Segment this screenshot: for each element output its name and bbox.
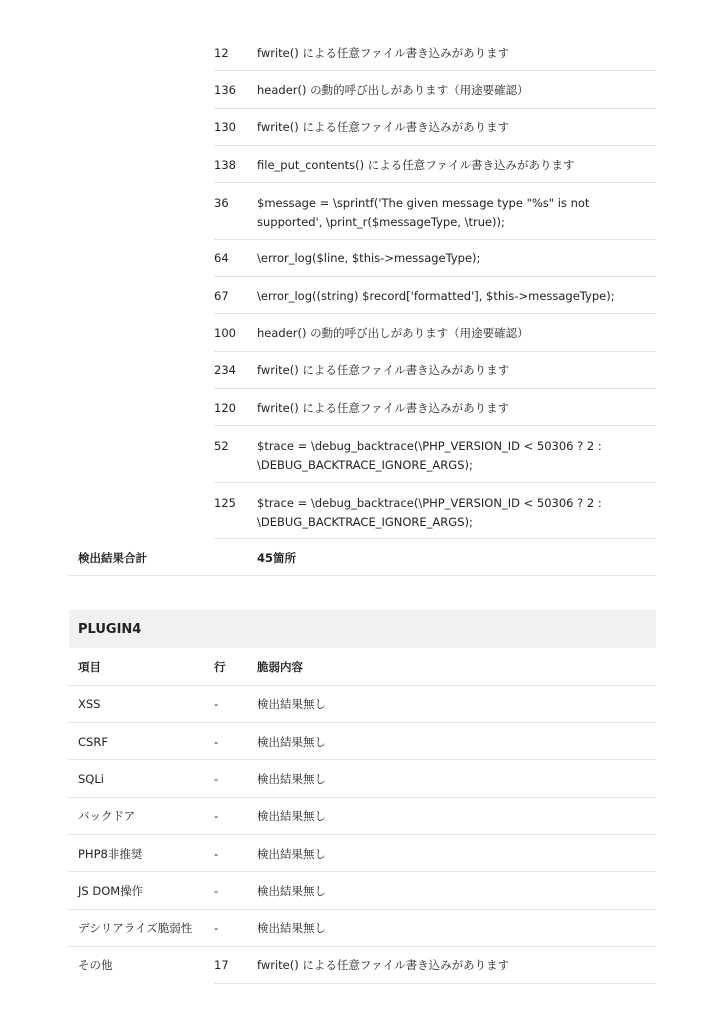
table-row xyxy=(69,109,656,146)
table-row xyxy=(69,686,656,723)
table-row xyxy=(69,71,656,108)
table-header-row xyxy=(69,648,656,685)
header-line: 行 xyxy=(214,660,226,675)
table-row xyxy=(69,872,656,909)
line-cell: 67 xyxy=(214,288,229,303)
item-cell: その他 xyxy=(78,958,113,973)
plugin-section xyxy=(69,610,656,984)
detail-cell: 検出結果無し xyxy=(257,809,326,824)
total-row xyxy=(69,539,656,576)
detail-cell: fwrite() による任意ファイル書き込みがあります xyxy=(257,400,510,415)
line-cell: - xyxy=(214,734,219,749)
item-cell: SQLi xyxy=(78,772,104,786)
line-cell: - xyxy=(214,809,219,824)
prev-results-table xyxy=(69,34,656,576)
line-cell: 136 xyxy=(214,82,236,97)
table-row xyxy=(69,146,656,183)
table-row xyxy=(69,483,656,540)
detail-cell: 検出結果無し xyxy=(257,772,326,786)
detail-cell: 検出結果無し xyxy=(257,921,326,936)
detail-cell: file_put_contents() による任意ファイル書き込みがあります xyxy=(257,157,575,172)
item-cell: デシリアライズ脆弱性 xyxy=(78,921,193,936)
detail-cell: $message = \sprintf('The given message type "%s" is not supported', \print_r($messageType, \true)); xyxy=(257,196,590,230)
table-row xyxy=(69,352,656,389)
section-title: PLUGIN4 xyxy=(69,610,656,648)
report-content xyxy=(69,34,656,984)
table-row xyxy=(69,947,656,984)
detail-cell: 検出結果無し xyxy=(257,883,326,898)
item-cell: CSRF xyxy=(78,734,108,749)
table-row xyxy=(69,723,656,760)
line-cell: 12 xyxy=(214,45,229,60)
detail-cell: fwrite() による任意ファイル書き込みがあります xyxy=(257,120,510,135)
line-cell: 52 xyxy=(214,439,229,454)
line-cell: 130 xyxy=(214,120,236,135)
item-cell: バックドア xyxy=(78,809,136,824)
detail-cell: header() の動的呼び出しがあります（用途要確認） xyxy=(257,325,529,340)
item-cell: PHP8非推奨 xyxy=(78,846,143,861)
line-cell: 100 xyxy=(214,325,236,340)
table-row xyxy=(69,835,656,872)
line-cell: 234 xyxy=(214,363,236,378)
detail-cell: \error_log($line, $this->messageType); xyxy=(257,251,481,266)
line-cell: - xyxy=(214,921,219,936)
line-cell: 120 xyxy=(214,400,236,415)
detail-cell: $trace = \debug_backtrace(\PHP_VERSION_ID < 50306 ? 2 : \DEBUG_BACKTRACE_IGNORE_ARGS); xyxy=(257,495,602,529)
detail-cell: fwrite() による任意ファイル書き込みがあります xyxy=(257,363,510,378)
total-label: 検出結果合計 xyxy=(78,550,147,565)
line-cell: 125 xyxy=(214,495,236,510)
table-row xyxy=(69,389,656,426)
table-row xyxy=(69,240,656,277)
table-row xyxy=(69,314,656,351)
line-cell: - xyxy=(214,772,219,786)
item-cell: JS DOM操作 xyxy=(78,883,144,898)
table-row xyxy=(69,277,656,314)
line-cell: - xyxy=(214,697,219,712)
line-cell: 36 xyxy=(214,196,229,211)
line-cell: 64 xyxy=(214,251,229,266)
table-row xyxy=(69,798,656,835)
table-row xyxy=(69,34,656,71)
detail-cell: fwrite() による任意ファイル書き込みがあります xyxy=(257,958,510,973)
line-cell: 138 xyxy=(214,157,236,172)
table-row xyxy=(69,183,656,240)
detail-cell: $trace = \debug_backtrace(\PHP_VERSION_ID < 50306 ? 2 : \DEBUG_BACKTRACE_IGNORE_ARGS); xyxy=(257,439,602,473)
detail-cell: header() の動的呼び出しがあります（用途要確認） xyxy=(257,82,529,97)
table-row xyxy=(69,426,656,483)
header-item: 項目 xyxy=(78,660,101,675)
detail-cell: fwrite() による任意ファイル書き込みがあります xyxy=(257,45,510,60)
table-row xyxy=(69,910,656,947)
line-cell: - xyxy=(214,883,219,898)
total-value: 45箇所 xyxy=(257,550,297,565)
table-row xyxy=(69,760,656,797)
detail-cell: 検出結果無し xyxy=(257,846,326,861)
detail-cell: 検出結果無し xyxy=(257,734,326,749)
item-cell: XSS xyxy=(78,697,101,712)
detail-cell: \error_log((string) $record['formatted'], $this->messageType); xyxy=(257,288,615,303)
section-spacer xyxy=(69,576,656,610)
line-cell: - xyxy=(214,846,219,861)
detail-cell: 検出結果無し xyxy=(257,697,326,712)
line-cell: 17 xyxy=(214,958,229,973)
header-detail: 脆弱内容 xyxy=(257,660,303,675)
